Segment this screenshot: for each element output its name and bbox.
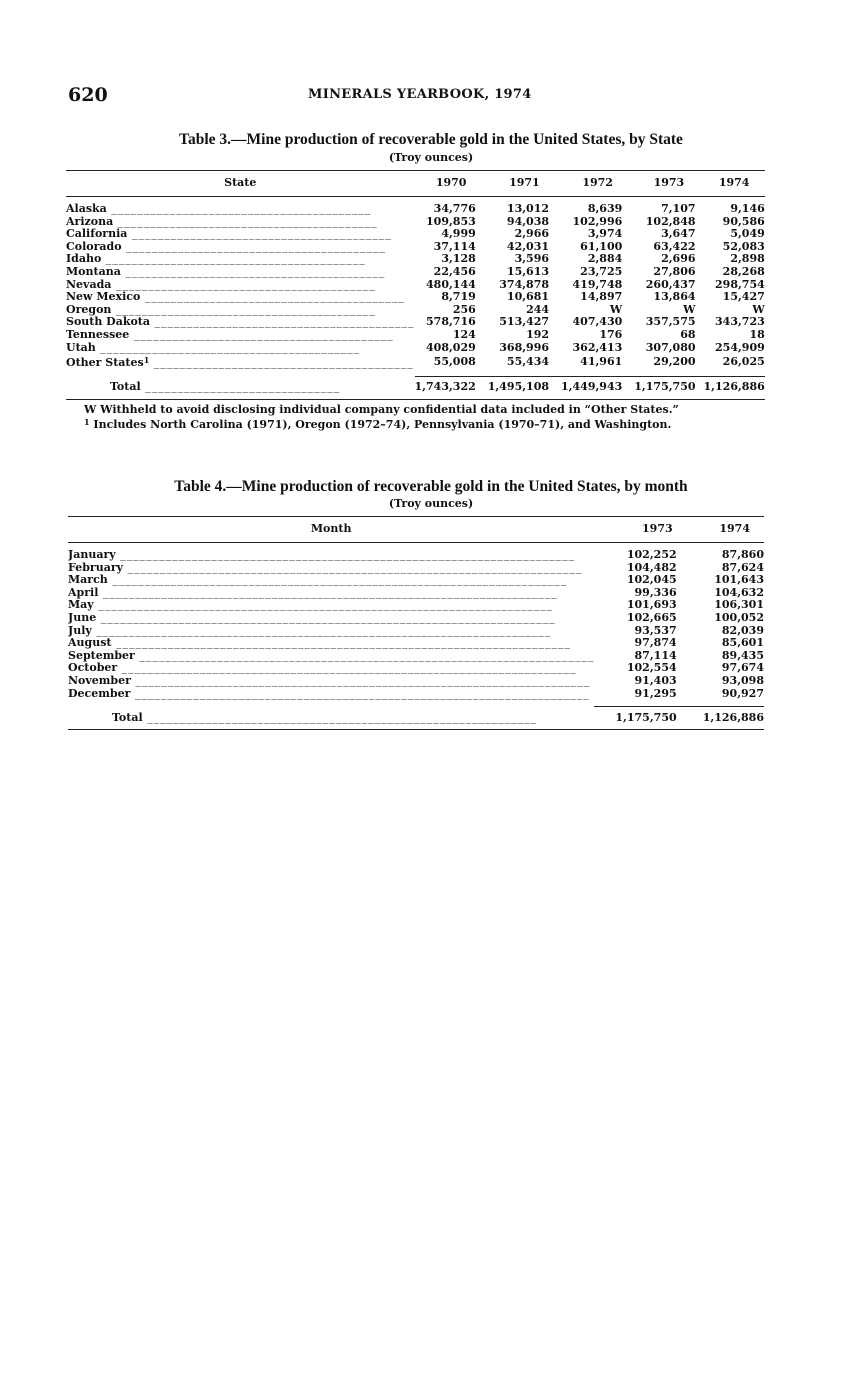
value-cell: 90,927 [721, 686, 764, 700]
value-cell: 480,144 [426, 277, 476, 291]
value-cell: 29,200 [653, 354, 696, 368]
month-label: January [68, 549, 116, 561]
leader-dots: ______________________________________________________________________ [117, 662, 577, 675]
value-cell: 55,008 [433, 354, 476, 368]
total-label-cell [66, 376, 415, 399]
month-label-cell [68, 625, 594, 638]
value-cell: 104,482 [626, 560, 677, 574]
month-label: March [68, 574, 108, 587]
value-cell: 61,100 [580, 239, 623, 253]
value-cell: 2,966 [514, 227, 550, 241]
value-cell: 37,114 [433, 239, 476, 253]
value-cell: 102,996 [572, 214, 623, 228]
table-row [66, 316, 765, 329]
value-cell: 2,884 [587, 252, 623, 266]
footnote-1-text: Includes North Carolina (1971), Oregon (1972–74), Pennsylvania (1970–71), and Washington. [93, 418, 672, 431]
leader-dots: ________________________________________ [120, 265, 386, 278]
table-row [68, 688, 764, 701]
value-cell: 8,639 [587, 202, 623, 215]
table-row [66, 342, 765, 355]
state-label: Other States [66, 356, 144, 370]
month-label: July [68, 624, 92, 637]
state-label-cell [66, 228, 415, 241]
state-label-cell [66, 291, 415, 304]
page-number: 620 [68, 84, 108, 106]
value-cell: 102,848 [645, 214, 696, 228]
month-label: September [68, 649, 135, 662]
leader-dots: ________________________________________ [129, 328, 394, 341]
state-label-cell [66, 354, 415, 370]
month-label: October [68, 662, 118, 675]
month-label: December [68, 687, 131, 700]
table3-subtitle: (Troy ounces) [388, 151, 474, 164]
table-row [68, 675, 764, 688]
value-cell: 3,128 [441, 252, 476, 266]
table4-header-row [68, 517, 764, 543]
table3-col-header: State [224, 176, 257, 190]
leader-dots: ________________________________________ [113, 215, 378, 228]
value-cell: 10,681 [506, 290, 550, 304]
value-cell: 34,776 [433, 202, 476, 215]
table4-col-header: 1973 [642, 522, 673, 536]
table3-state-production [66, 170, 765, 400]
total-value: 1,126,886 [704, 376, 765, 399]
value-cell: 14,897 [580, 290, 623, 304]
value-cell: 89,435 [721, 648, 764, 662]
value-cell: 260,437 [645, 277, 696, 291]
value-cell: 4,999 [441, 227, 476, 241]
leader-dots: ________________________________________ [111, 278, 376, 291]
table3-footnotes [84, 403, 764, 431]
leader-dots: ______________________________________________________________________ [130, 674, 591, 687]
value-cell: 26,025 [722, 354, 765, 368]
month-label-cell [68, 562, 594, 575]
value-cell: 357,575 [645, 315, 696, 329]
month-label-cell [68, 688, 594, 701]
table3-col-header: 1970 [435, 176, 467, 190]
month-label-cell [68, 637, 594, 650]
total-value: 1,449,943 [561, 376, 634, 399]
state-label: Montana [66, 265, 121, 278]
leader-dots: ______________________________________________________________________ [111, 637, 571, 650]
value-cell: 8,719 [441, 290, 476, 304]
value-cell: 3,647 [661, 227, 696, 241]
state-label-cell [66, 342, 415, 355]
leader-dots: ______________________________________________________________________ [98, 586, 558, 599]
value-cell: 97,674 [721, 661, 764, 675]
value-cell: W [683, 302, 696, 316]
value-cell: 97,874 [634, 636, 677, 650]
page-header [68, 84, 766, 106]
table-row [66, 266, 765, 279]
value-cell: 87,114 [634, 648, 677, 662]
value-cell: 27,806 [653, 264, 696, 278]
total-row [68, 707, 764, 730]
value-cell: 5,049 [730, 227, 765, 241]
leader-dots: ________________________________________ [121, 240, 387, 253]
table-row [68, 549, 764, 562]
leader-dots: ______________________________________________________________________ [91, 624, 552, 637]
month-label-cell [68, 675, 594, 688]
month-label-cell [68, 574, 594, 587]
value-cell: 18 [749, 327, 765, 341]
footnote-withheld: W Withheld to avoid disclosing individual company confidential data included in “Other States.” [84, 403, 679, 416]
value-cell: 82,039 [721, 623, 764, 637]
value-cell: 15,613 [506, 264, 550, 278]
month-label-cell [68, 599, 594, 612]
state-label-cell [66, 203, 415, 216]
value-cell: 93,098 [721, 673, 764, 687]
value-cell: 419,748 [572, 277, 623, 291]
value-cell: 106,301 [714, 598, 764, 612]
value-cell: 2,696 [661, 252, 696, 266]
value-cell: 374,878 [499, 277, 550, 291]
state-label-cell [66, 241, 415, 254]
value-cell: 85,601 [721, 636, 764, 650]
leader-dots: ______________________________________________________________________ [107, 574, 568, 587]
state-label: Utah [66, 341, 96, 354]
footnote-ref: 1 [143, 355, 150, 366]
value-cell: 15,427 [722, 290, 765, 304]
value-cell: 307,080 [645, 340, 696, 354]
state-label: Tennessee [66, 328, 130, 341]
value-cell: 9,146 [730, 202, 765, 215]
state-label-cell [66, 316, 415, 329]
value-cell: 343,723 [715, 315, 765, 329]
value-cell: 101,693 [626, 598, 677, 612]
value-cell: 28,268 [722, 264, 765, 278]
value-cell: 87,860 [721, 548, 764, 561]
value-cell: 41,961 [580, 354, 623, 368]
month-label: April [68, 586, 99, 599]
table-row [66, 216, 765, 229]
month-label-cell [68, 612, 594, 625]
table3-col-header: 1972 [582, 176, 613, 190]
total-value: 1,495,108 [488, 376, 561, 399]
footnote-1 [84, 416, 764, 431]
table-row [68, 574, 764, 587]
month-label: August [68, 637, 112, 650]
total-value: 1,743,322 [415, 376, 488, 399]
total-row [66, 376, 765, 399]
state-label-cell [66, 329, 415, 342]
value-cell: 578,716 [426, 315, 476, 329]
leader-dots: ______________________________________________________________________ [96, 611, 556, 624]
value-cell: 13,864 [653, 290, 696, 304]
value-cell: 90,586 [722, 214, 765, 228]
value-cell: 68 [680, 327, 696, 341]
month-label: February [68, 561, 124, 574]
value-cell: 23,725 [580, 264, 623, 278]
value-cell: 101,643 [714, 573, 764, 587]
leader-dots: ________________________________________ [95, 341, 361, 354]
leader-dots: ________________________________________ [101, 253, 366, 266]
value-cell: 99,336 [634, 585, 677, 599]
state-label-cell [66, 253, 415, 266]
table-row [66, 354, 765, 370]
value-cell: 91,295 [634, 686, 677, 700]
leader-dots: ________________________________________ [111, 303, 376, 316]
value-cell: 7,107 [661, 202, 696, 215]
table-row [66, 291, 765, 304]
value-cell: 368,996 [499, 340, 550, 354]
value-cell: 256 [452, 302, 476, 316]
total-value: 1,175,750 [634, 376, 703, 399]
value-cell: 3,974 [587, 227, 623, 241]
value-cell: 55,434 [506, 354, 550, 368]
state-label: South Dakota [66, 316, 151, 329]
table3-col-header: 1971 [509, 176, 540, 190]
table-row [68, 612, 764, 625]
total-label: Total [112, 710, 143, 724]
table-row [68, 637, 764, 650]
leader-dots: ______________________________________________________________________ [93, 599, 554, 612]
total-value: 1,175,750 [594, 707, 680, 730]
leader-dots: ______________________________ [140, 380, 341, 394]
table4-body [68, 543, 764, 730]
state-label: Nevada [66, 278, 112, 291]
total-label-cell [68, 707, 594, 730]
state-label: Colorado [66, 240, 122, 253]
value-cell: 192 [526, 327, 550, 341]
leader-dots: ______________________________________________________________________ [130, 687, 590, 700]
state-label-cell [66, 279, 415, 292]
value-cell: 93,537 [634, 623, 677, 637]
value-cell: 102,665 [626, 610, 677, 624]
state-label: New Mexico [66, 291, 141, 304]
table-row [66, 203, 765, 216]
value-cell: 42,031 [506, 239, 550, 253]
state-label: Idaho [66, 253, 102, 266]
leader-dots: ________________________________________ [140, 291, 405, 304]
month-label: May [68, 599, 94, 612]
value-cell: 63,422 [653, 239, 696, 253]
month-label-cell [68, 587, 594, 600]
month-label-cell [68, 662, 594, 675]
table3-header-row [66, 171, 765, 197]
value-cell: 94,038 [506, 214, 550, 228]
table4-col-header: Month [310, 522, 352, 536]
table4-month-production [68, 516, 764, 730]
value-cell: W [752, 302, 765, 316]
leader-dots: ________________________________________ [106, 203, 372, 215]
value-cell: 2,898 [730, 252, 765, 266]
value-cell: 244 [526, 302, 550, 316]
month-label-cell [68, 650, 594, 663]
value-cell: 176 [599, 327, 623, 341]
total-value: 1,126,886 [681, 707, 764, 730]
table4-col-header: 1974 [719, 522, 750, 536]
table-row [66, 329, 765, 342]
leader-dots: ________________________________________ [149, 356, 414, 370]
leader-dots: ____________________________________________________________ [142, 710, 538, 724]
month-label: November [68, 674, 131, 687]
value-cell: 298,754 [715, 277, 765, 291]
value-cell: 22,456 [433, 264, 476, 278]
leader-dots: ________________________________________ [150, 316, 415, 329]
value-cell: 407,430 [572, 315, 623, 329]
value-cell: 52,083 [722, 239, 765, 253]
value-cell: W [609, 302, 623, 316]
value-cell: 254,909 [715, 340, 765, 354]
value-cell: 3,596 [514, 252, 550, 266]
value-cell: 124 [452, 327, 476, 341]
value-cell: 91,403 [634, 673, 677, 687]
month-label-cell [68, 549, 594, 562]
table-row [66, 241, 765, 254]
value-cell: 408,029 [426, 340, 476, 354]
leader-dots: ______________________________________________________________________ [115, 549, 576, 561]
table3-body [66, 197, 765, 400]
running-head: MINERALS YEARBOOK, 1974 [308, 87, 532, 102]
value-cell: 87,624 [721, 560, 764, 574]
value-cell: 100,052 [714, 610, 764, 624]
state-label: California [66, 228, 128, 241]
value-cell: 13,012 [506, 202, 550, 215]
state-label-cell [66, 266, 415, 279]
table3-col-header: 1974 [718, 176, 750, 190]
value-cell: 102,045 [626, 573, 677, 587]
table-row [66, 228, 765, 241]
total-label: Total [110, 380, 141, 394]
state-label-cell [66, 216, 415, 229]
state-label: Oregon [66, 303, 112, 316]
value-cell: 102,252 [626, 548, 677, 561]
value-cell: 513,427 [499, 315, 550, 329]
value-cell: 362,413 [572, 340, 623, 354]
value-cell: 102,554 [626, 661, 677, 675]
leader-dots: ______________________________________________________________________ [123, 561, 583, 574]
table4-subtitle: (Troy ounces) [388, 497, 474, 510]
table3-title: Table 3.—Mine production of recoverable gold in the United States, by State [179, 131, 683, 148]
month-label: June [68, 611, 97, 624]
state-label: Arizona [66, 215, 114, 228]
table3-col-header: 1973 [653, 176, 685, 190]
state-label-cell [66, 304, 415, 317]
table4-title: Table 4.—Mine production of recoverable gold in the United States, by month [174, 478, 688, 495]
state-label: Alaska [66, 203, 107, 215]
leader-dots: ________________________________________ [127, 228, 392, 241]
footnote-mark: 1 [84, 417, 90, 427]
value-cell: 109,853 [426, 214, 476, 228]
leader-dots: ______________________________________________________________________ [134, 649, 595, 662]
value-cell: 104,632 [714, 585, 764, 599]
